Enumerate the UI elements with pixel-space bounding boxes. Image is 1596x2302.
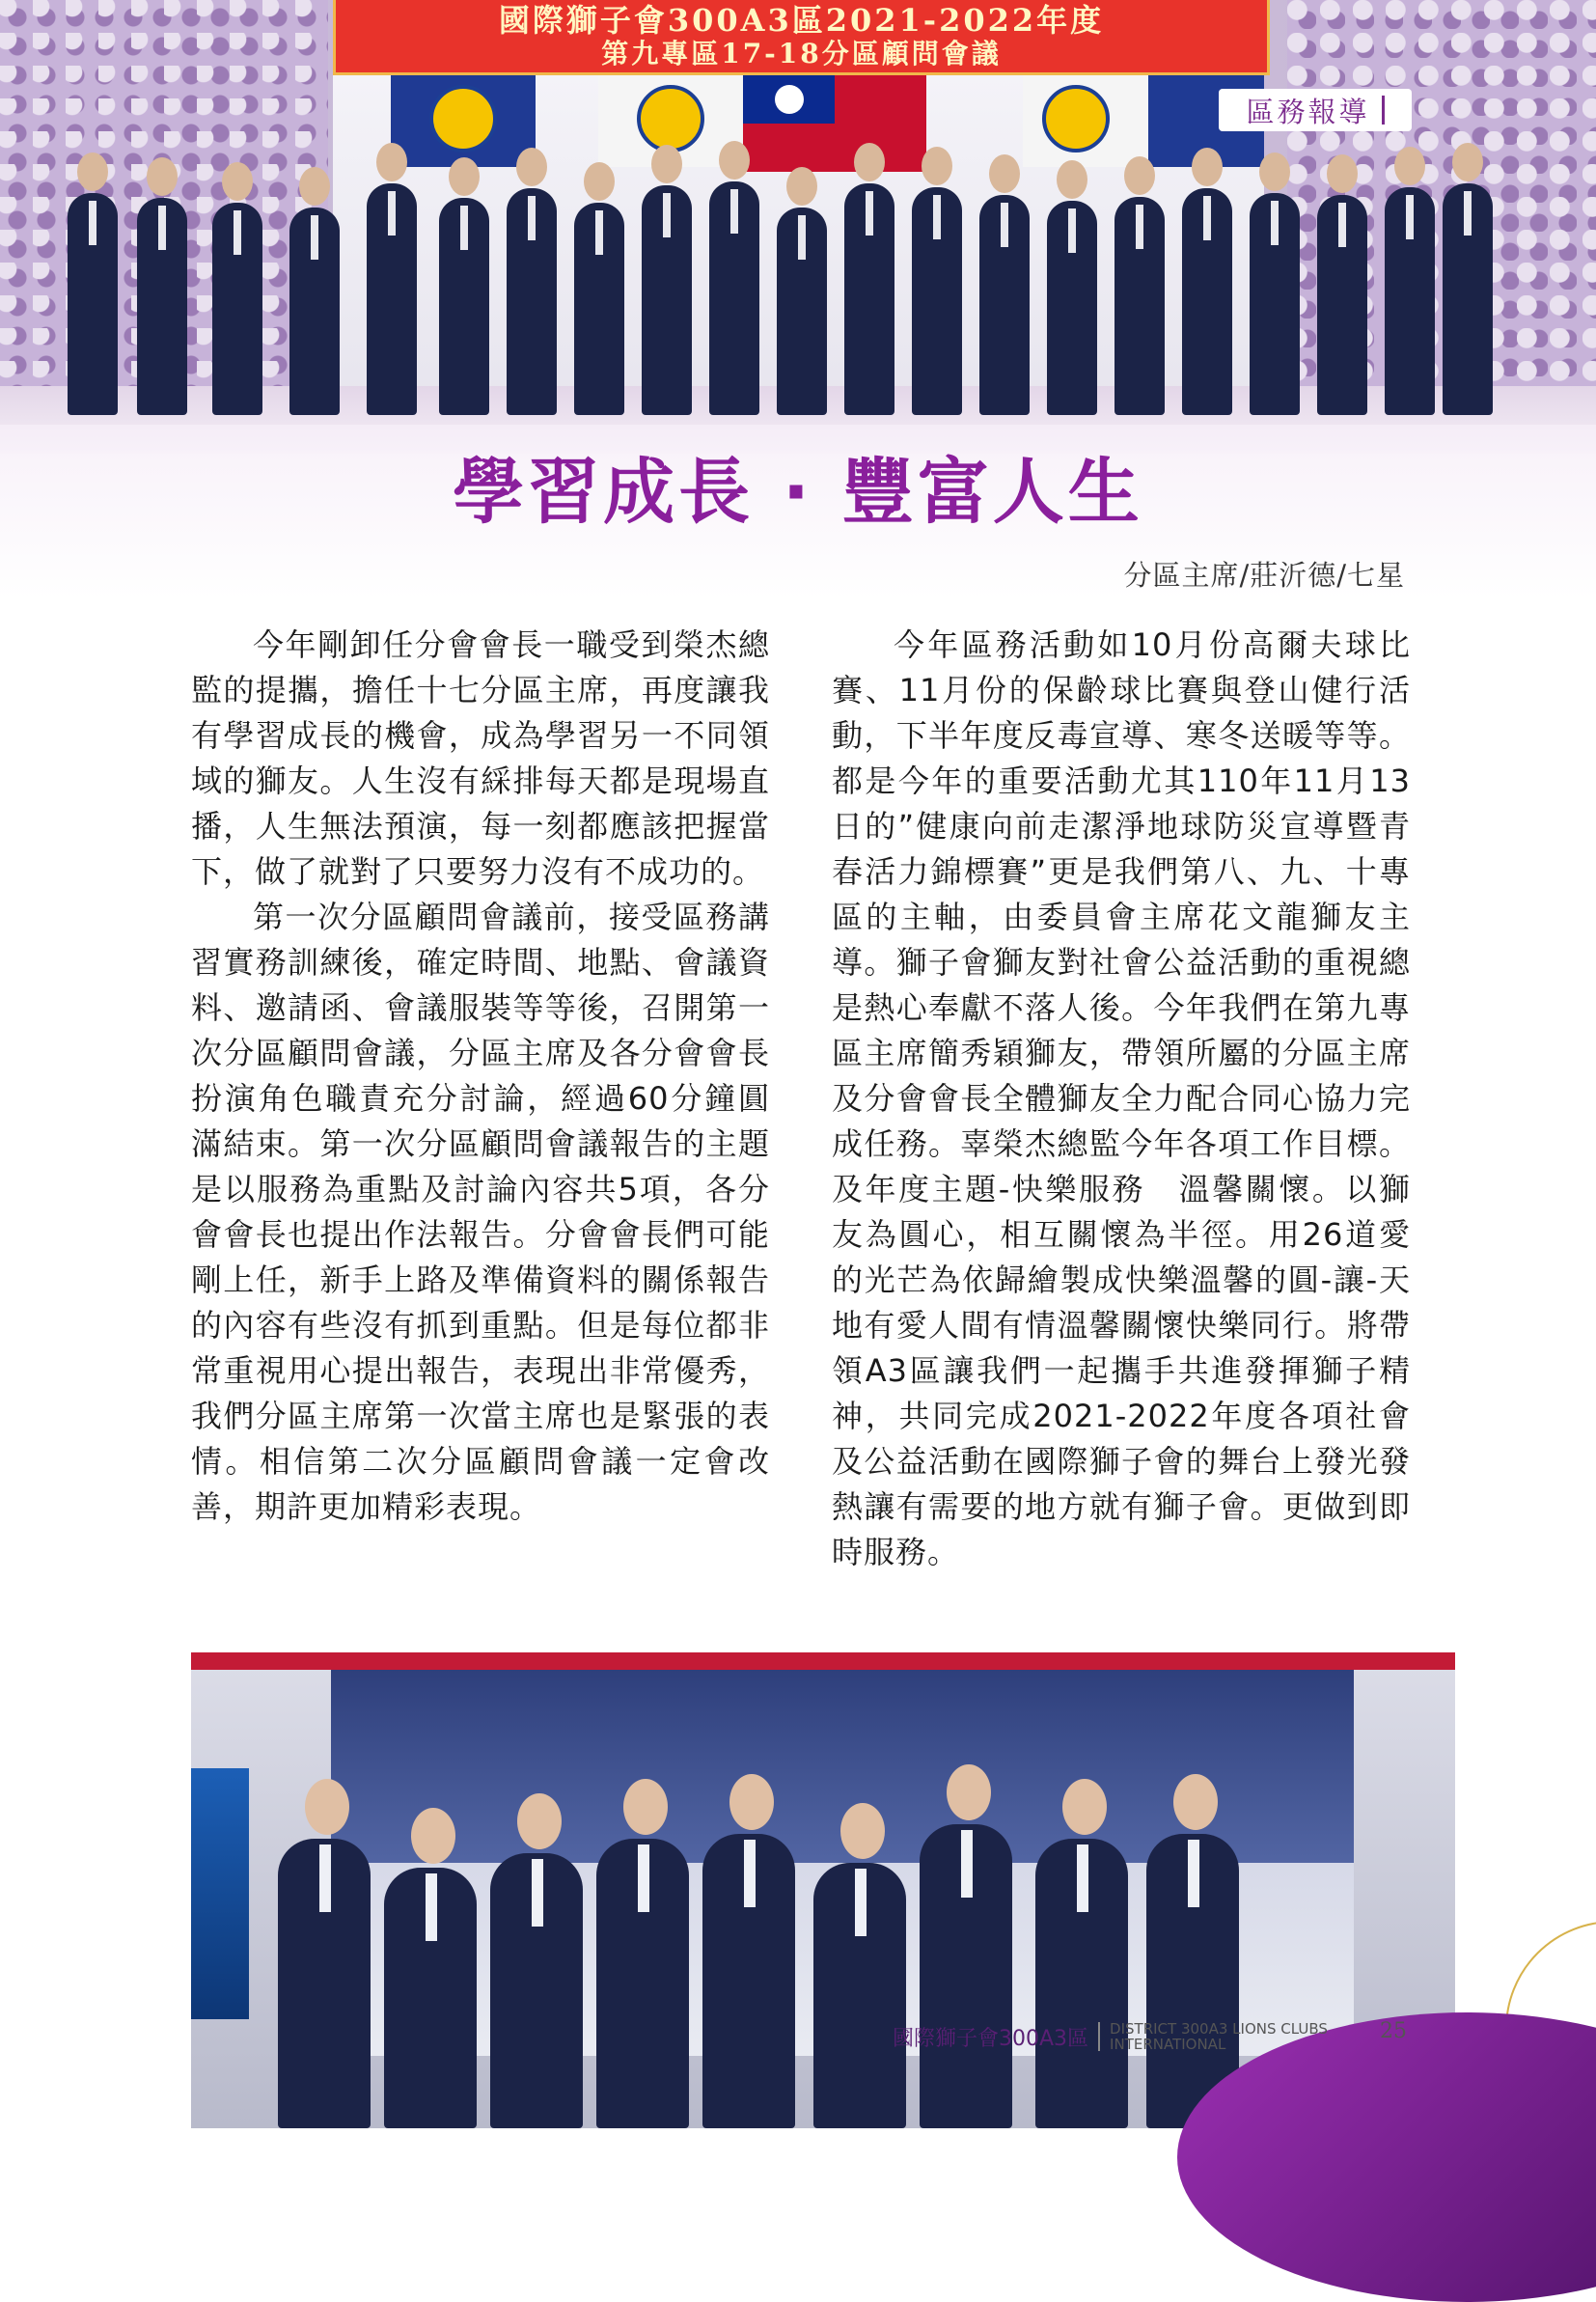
lions-logo-icon xyxy=(637,85,704,153)
lions-logo-icon xyxy=(1042,85,1110,153)
section-tag-label: 區務報導 xyxy=(1246,95,1370,128)
paragraph: 今年區務活動如10月份高爾夫球比賽、11月份的保齡球比賽與登山健行活動，下半年度反毒宣導、寒冬送暖等等。都是今年的重要活動尤其110年11月13日的”健康向前走潔淨地球防災宣導暨青春活力錦標賽”更是我們第八、九、十專區的主軸，由委員會主席花文龍獅友主導。獅子會獅友對社會公益活動的重視總是熱心奉獻不落人後。今年我們在第九專區主席簡秀穎獅友，帶領所屬的分區主席及分會會長全體獅友全力配合同心協力完成任務。辜榮杰總監今年各項工作目標。及年度主題-快樂服務 溫馨關懷。以獅友為圓心，相互關懷為半徑。用26道愛的光芒為依歸繪製成快樂溫馨的圓-讓-天地有愛人間有情溫馨關懷快樂同行。將帶領A3區讓我們一起攜手共進發揮獅子精神，共同完成2021-2022年度各項社會及公益活動在國際獅子會的舞台上發光發熱讓有需要的地方就有獅子會。更做到即時服務。 xyxy=(832,626,1411,1570)
lions-logo-icon xyxy=(429,85,497,153)
group-of-people xyxy=(68,145,1496,415)
stage-banner-strip xyxy=(191,1652,1455,1670)
banner-line-2: 第九專區17-18分區顧問會議 xyxy=(601,38,1002,69)
page-footer xyxy=(893,2017,1394,2056)
article-byline: 分區主席/莊沂德/七星 xyxy=(1123,559,1405,592)
right-column xyxy=(832,623,1411,1575)
page-number: 25 xyxy=(1380,2019,1407,2043)
event-banner xyxy=(333,0,1270,75)
banner-line-1: 國際獅子會300A3區2021-2022年度 xyxy=(498,2,1105,39)
paragraph: 今年剛卸任分會會長一職受到榮杰總監的提攜，擔任十七分區主席，再度讓我有學習成長的機會，成為學習另一不同領域的獅友。人生沒有綵排每天都是現場直播，人生無法預演，每一刻都應該把握當下，做了就對了只要努力沒有不成功的。 xyxy=(191,626,770,890)
section-tag xyxy=(1219,89,1412,131)
left-column xyxy=(191,623,770,1530)
paragraph: 第一次分區顧問會議前，接受區務講習實務訓練後，確定時間、地點、會議資料、邀請函、會議服裝等等後，召開第一次分區顧問會議，分區主席及各分會會長扮演角色職責充分討論，經過60分鐘圓滿結束。第一次分區顧問會議報告的主題是以服務為重點及討論內容共5項，各分會會長也提出作法報告。分會會長們可能剛上任，新手上路及準備資料的關係報告的內容有些沒有抓到重點。但是每位都非常重視用心提出報告，表現出非常優秀，我們分區主席第一次當主席也是緊張的表情。相信第二次分區顧問會議一定會改善，期許更加精彩表現。 xyxy=(191,899,770,1525)
header-photo xyxy=(0,0,1596,454)
poster-stand xyxy=(191,1768,249,2019)
article-title: 學習成長 · 豐富人生 xyxy=(453,451,1143,534)
footer-org-zh: 國際獅子會300A3區 xyxy=(893,2026,1089,2051)
footer-org-en: DISTRICT 300A3 LIONS CLUBS INTERNATIONAL xyxy=(1110,2020,1328,2053)
